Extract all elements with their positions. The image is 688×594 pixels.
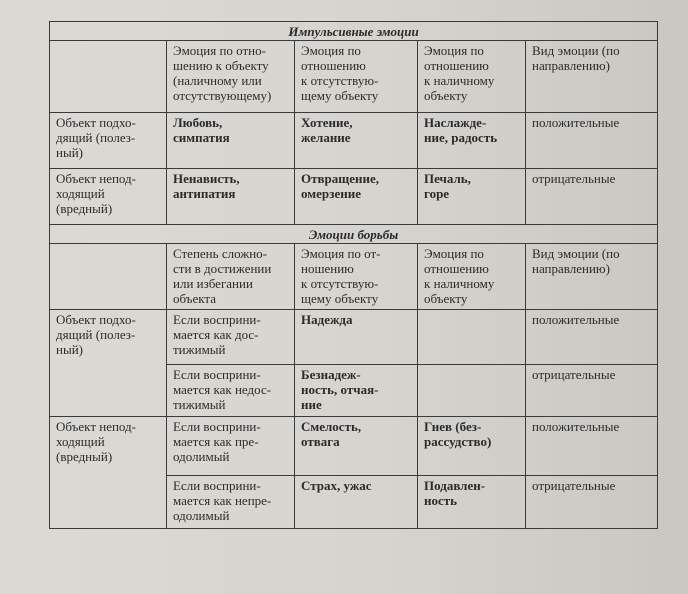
- header-cell-empty: [50, 244, 167, 310]
- table-row: [50, 113, 658, 169]
- emotion-cell: Подавлен- ность: [418, 476, 526, 529]
- emotion-cell: [418, 310, 526, 365]
- direction-cell: отрицательные: [526, 169, 658, 225]
- emotion-cell: Гнев (без- рассудство): [418, 417, 526, 476]
- emotions-table-wrapper: [49, 21, 658, 529]
- header-cell: Вид эмоции (по направлению): [526, 41, 658, 113]
- emotion-cell: Надежда: [295, 310, 418, 365]
- emotion-cell: Отвращение, омерзение: [295, 169, 418, 225]
- emotion-cell: Смелость, отвага: [295, 417, 418, 476]
- emotion-cell: Страх, ужас: [295, 476, 418, 529]
- emotions-table: [49, 21, 658, 529]
- direction-cell: положительные: [526, 417, 658, 476]
- header-cell: Эмоция по отношению к наличному объекту: [418, 244, 526, 310]
- section-header-row: [50, 22, 658, 41]
- emotion-cell: Печаль, горе: [418, 169, 526, 225]
- object-cell: Объект непод- ходящий (вредный): [50, 417, 167, 529]
- object-cell: Объект непод- ходящий (вредный): [50, 169, 167, 225]
- table-row: [50, 310, 658, 365]
- header-cell-empty: [50, 41, 167, 113]
- header-cell: Эмоция по отношению к отсутствую- щему объекту: [295, 41, 418, 113]
- emotion-cell: Наслажде- ние, радость: [418, 113, 526, 169]
- header-cell: Вид эмоции (по направлению): [526, 244, 658, 310]
- table-row: [50, 169, 658, 225]
- table-row: [50, 417, 658, 476]
- struggle-section-title: Эмоции борьбы: [50, 225, 658, 244]
- difficulty-cell: Если восприни- мается как дос- тижимый: [167, 310, 295, 365]
- direction-cell: положительные: [526, 310, 658, 365]
- direction-cell: положительные: [526, 113, 658, 169]
- header-cell: Эмоция по отношению к наличному объекту: [418, 41, 526, 113]
- header-cell: Эмоция по от- ношению к отсутствую- щему объекту: [295, 244, 418, 310]
- direction-cell: отрицательные: [526, 365, 658, 417]
- emotion-cell: Ненависть, антипатия: [167, 169, 295, 225]
- difficulty-cell: Если восприни- мается как недос- тижимый: [167, 365, 295, 417]
- impulsive-section-title: Импульсивные эмоции: [50, 22, 658, 41]
- table-header-row: [50, 41, 658, 113]
- header-cell: Степень сложно- сти в достижении или избегании объекта: [167, 244, 295, 310]
- table-header-row: [50, 244, 658, 310]
- emotion-cell: Безнадеж- ность, отчая- ние: [295, 365, 418, 417]
- object-cell: Объект подхо- дящий (полез- ный): [50, 310, 167, 417]
- emotion-cell: Любовь, симпатия: [167, 113, 295, 169]
- emotion-cell: Хотение, желание: [295, 113, 418, 169]
- header-cell: Эмоция по отно- шению к объекту (наличному или отсутствующему): [167, 41, 295, 113]
- emotion-cell: [418, 365, 526, 417]
- section-header-row: [50, 225, 658, 244]
- direction-cell: отрицательные: [526, 476, 658, 529]
- difficulty-cell: Если восприни- мается как пре- одолимый: [167, 417, 295, 476]
- object-cell: Объект подхо- дящий (полез- ный): [50, 113, 167, 169]
- difficulty-cell: Если восприни- мается как непре- одолимый: [167, 476, 295, 529]
